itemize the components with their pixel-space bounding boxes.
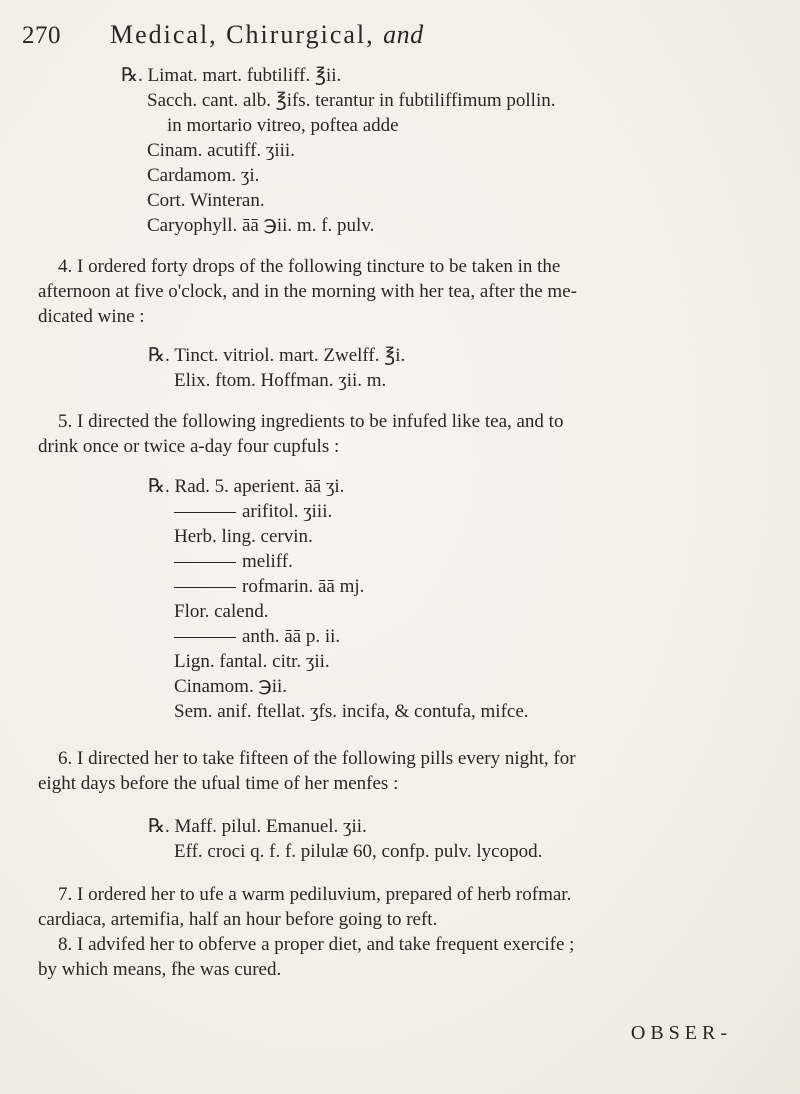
ditto-dash — [174, 587, 236, 588]
rx1-line-6: Cort. Winteran. — [147, 190, 265, 211]
rx3-line-2: arifitol. ʒiii. — [242, 501, 333, 522]
rx3-line-5: rofmarin. āā mj. — [242, 576, 365, 597]
prescription-3 — [148, 474, 768, 724]
para5-line-1: 5. I directed the following ingredients to be infufed like tea, and to — [58, 411, 564, 432]
para6-line-1: 6. I directed her to take fifteen of the following pills every night, for — [58, 748, 576, 769]
rx1-line-4: Cinam. acutiff. ʒiii. — [147, 140, 295, 161]
catchword: OBSER- — [630, 1022, 732, 1044]
rx1-line-7: Caryophyll. āā ℈ii. m. f. pulv. — [147, 215, 375, 236]
rx2-line-1: ℞. Tinct. vitriol. mart. Zwelff. ℥i. — [148, 345, 406, 366]
para4-line-2: afternoon at five o'clock, and in the morning with her tea, after the me- — [38, 281, 577, 302]
paragraph-6 — [38, 746, 768, 796]
ditto-dash — [174, 562, 236, 563]
rx3-line-7: anth. āā p. ii. — [242, 626, 341, 647]
rx3-line-8: Lign. fantal. citr. ʒii. — [174, 651, 330, 672]
rx3-line-4: meliff. — [242, 551, 293, 572]
para4-line-1: 4. I ordered forty drops of the following tincture to be taken in the — [58, 256, 561, 277]
page-number: 270 — [22, 22, 61, 49]
rx3-line-7-wrap — [148, 624, 768, 649]
rx2-line-2: Elix. ftom. Hoffman. ʒii. m. — [174, 370, 387, 391]
rx1-line-1: ℞. Limat. mart. fubtiliff. ℥ii. — [121, 65, 342, 86]
para7-line-2: cardiaca, artemifia, half an hour before going to reft. — [38, 909, 438, 930]
para4-line-3: dicated wine : — [38, 306, 145, 327]
paragraph-8 — [38, 932, 768, 982]
rx3-line-5-wrap — [148, 574, 768, 599]
rx3-line-3: Herb. ling. cervin. — [174, 526, 313, 547]
page-body — [38, 63, 768, 982]
ditto-dash — [174, 637, 236, 638]
rx1-line-2: Sacch. cant. alb. ℥ifs. terantur in fubtiliffimum pollin. — [147, 90, 556, 111]
prescription-1 — [121, 63, 768, 238]
rx3-line-4-wrap — [148, 549, 768, 574]
para6-line-2: eight days before the ufual time of her menfes : — [38, 773, 399, 794]
para8-line-1: 8. I advifed her to obferve a proper diet, and take frequent exercife ; — [58, 934, 575, 955]
paragraph-5 — [38, 409, 768, 459]
rx3-line-10: Sem. anif. ftellat. ʒfs. incifa, & contufa, mifce. — [174, 701, 529, 722]
ditto-dash — [174, 512, 236, 513]
rx1-line-3: in mortario vitreo, poftea adde — [167, 115, 399, 136]
paragraph-7 — [38, 882, 768, 932]
paragraph-4 — [38, 254, 768, 329]
prescription-2 — [148, 343, 768, 393]
rx3-line-2-wrap — [148, 499, 768, 524]
rx1-line-5: Cardamom. ʒi. — [147, 165, 260, 186]
rx3-line-9: Cinamom. ℈ii. — [174, 676, 288, 697]
rx4-line-1: ℞. Maff. pilul. Emanuel. ʒii. — [148, 816, 367, 837]
page-header — [22, 20, 760, 60]
para5-line-2: drink once or twice a-day four cupfuls : — [38, 436, 340, 457]
running-title — [110, 20, 424, 50]
rx4-line-2: Eff. croci q. f. f. pilulæ 60, confp. pulv. lycopod. — [174, 841, 543, 862]
running-title-italic: and — [383, 20, 424, 49]
rx3-line-6: Flor. calend. — [174, 601, 269, 622]
running-title-main: Medical, Chirurgical, — [110, 20, 375, 49]
prescription-4 — [148, 814, 768, 864]
para7-line-1: 7. I ordered her to ufe a warm pediluvium, prepared of herb rofmar. — [58, 884, 572, 905]
rx3-line-1: ℞. Rad. 5. aperient. āā ʒi. — [148, 476, 345, 497]
para8-line-2: by which means, fhe was cured. — [38, 959, 282, 980]
